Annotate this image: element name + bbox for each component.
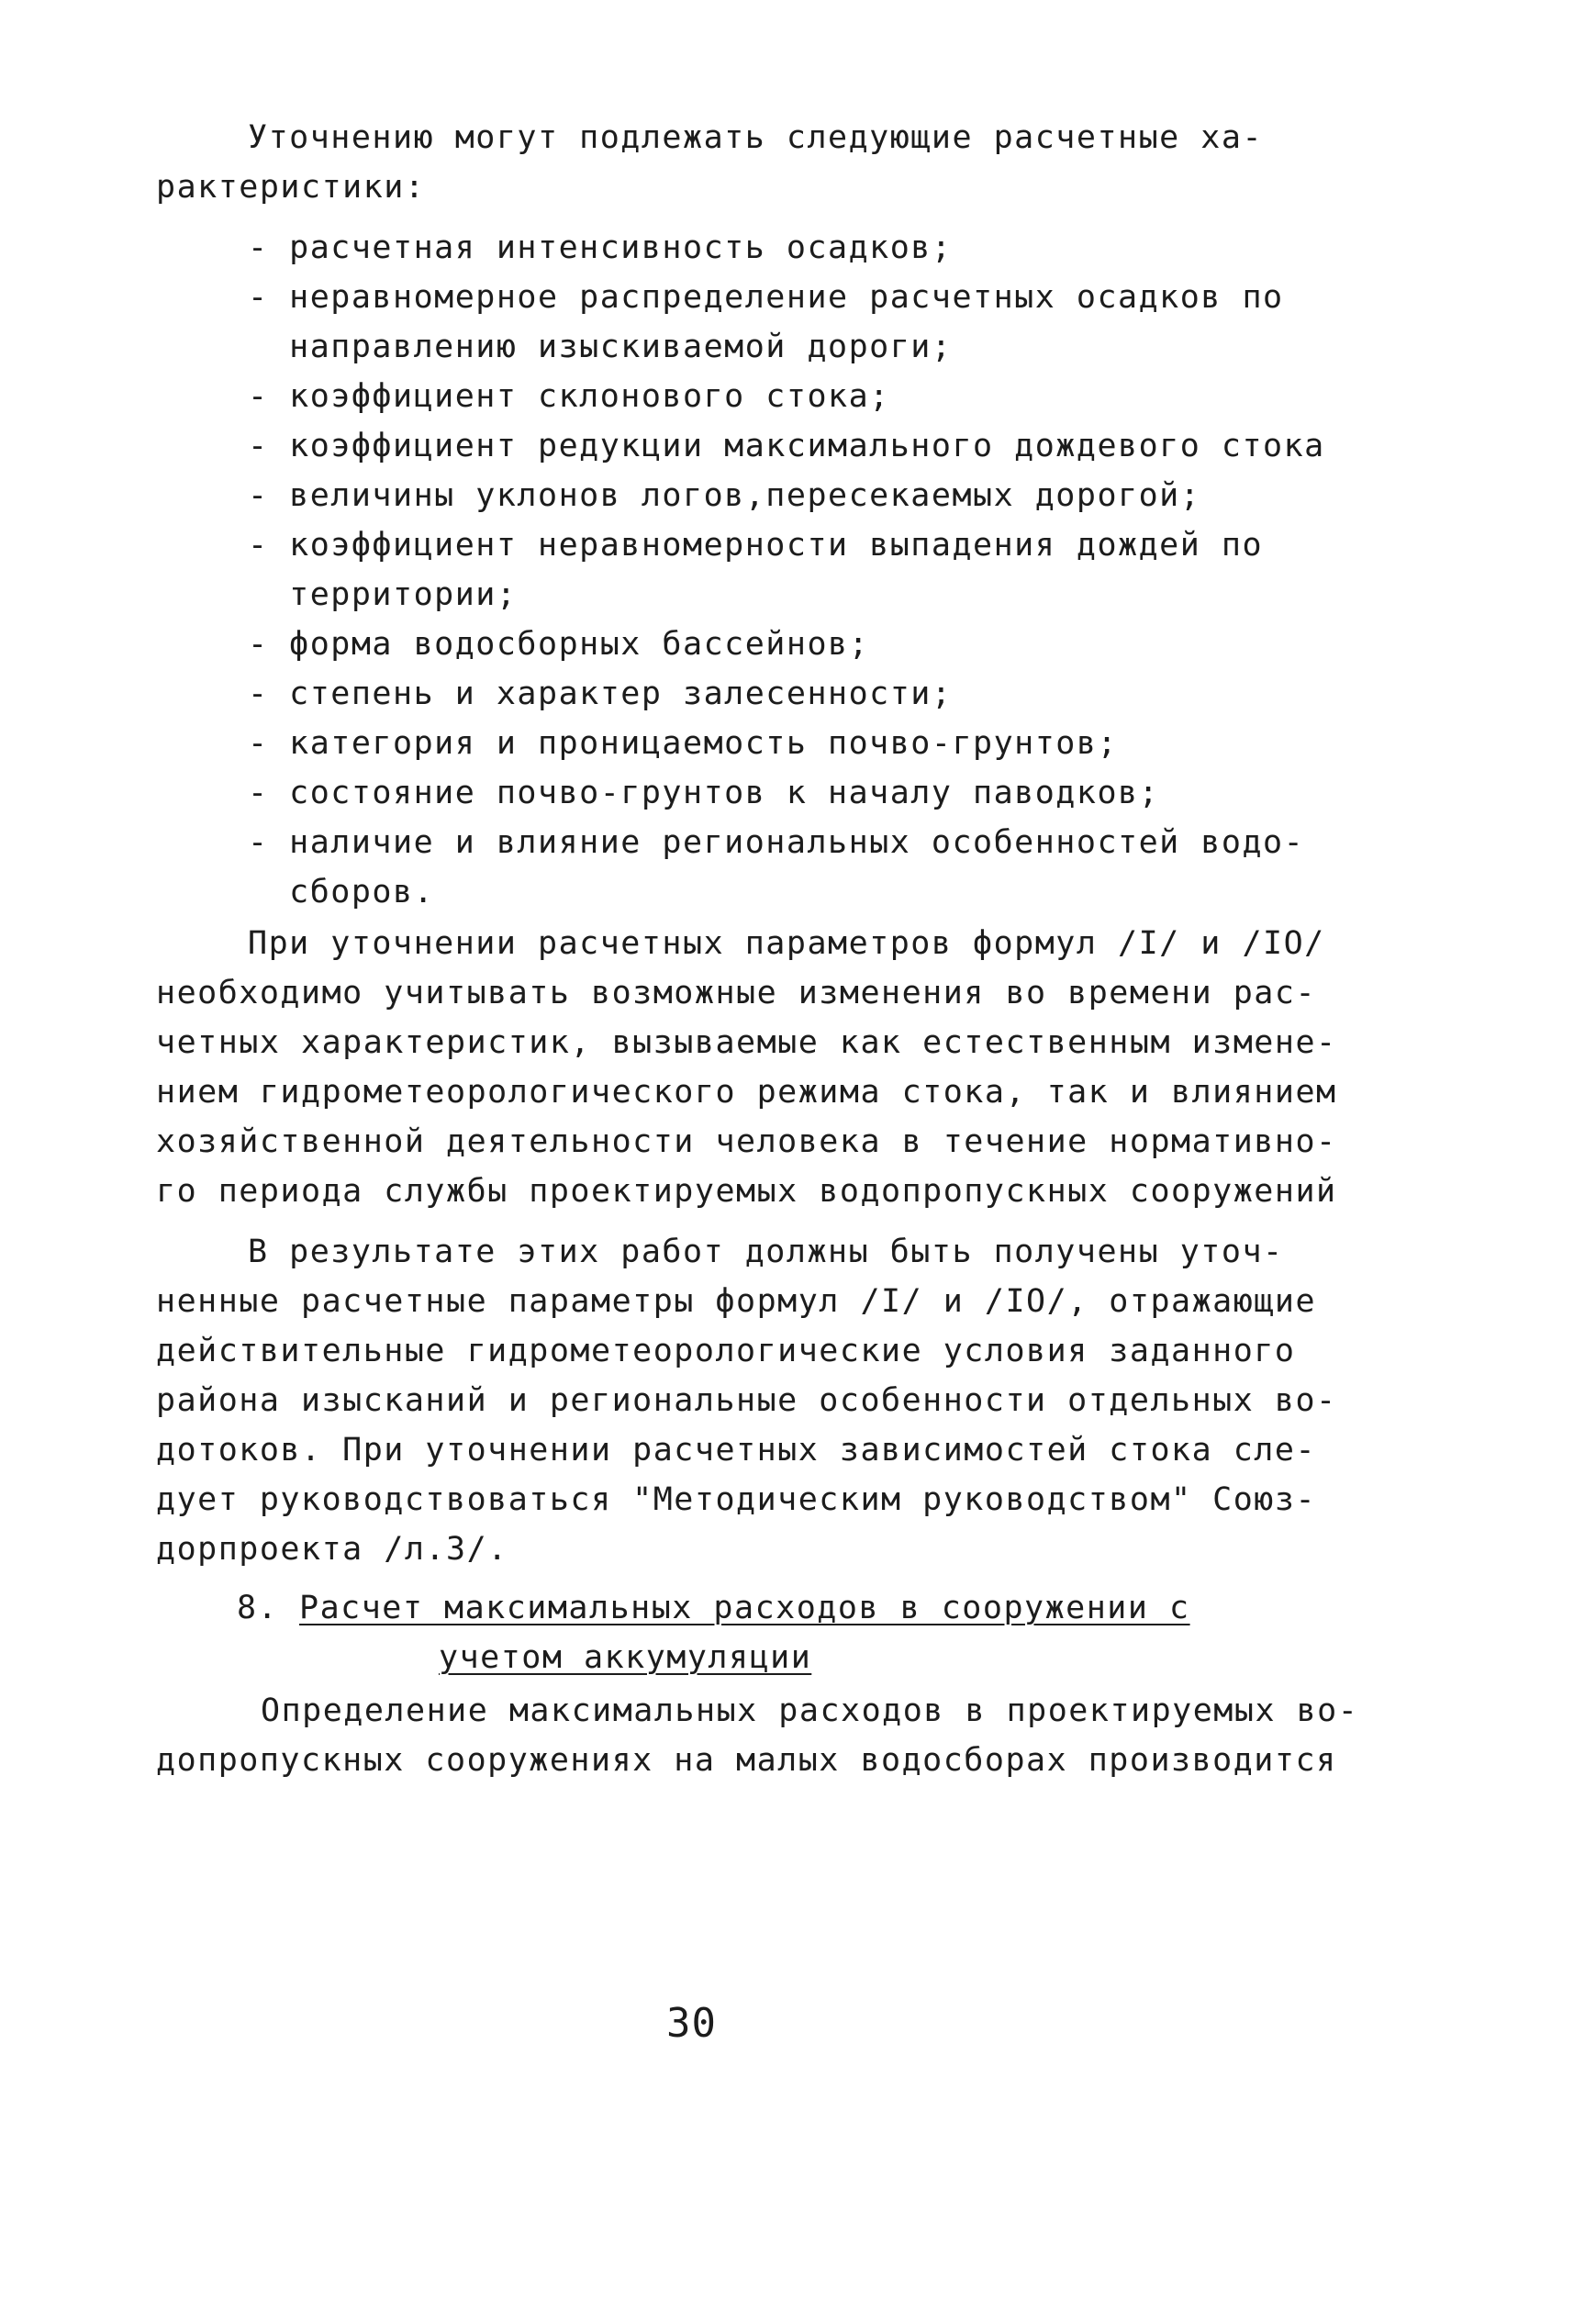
list-item: - расчетная интенсивность осадков; — [248, 229, 953, 266]
para2-line: В результате этих работ должны быть получены уточ- — [248, 1234, 1284, 1270]
para3-line: допропускных сооружениях на малых водосборах производится — [156, 1742, 1337, 1779]
section-number: 8. — [237, 1590, 279, 1626]
para1-line: необходимо учитывать возможные изменения во времени рас- — [156, 975, 1317, 1011]
page-number: 30 — [666, 2000, 717, 2047]
para1-line: нием гидрометеорологического режима стока, так и влиянием — [156, 1074, 1337, 1111]
para2-line: дует руководствоваться "Методическим руководством" Союз- — [156, 1481, 1317, 1518]
list-item: - коэффициент редукции максимального дождевого стока — [248, 428, 1325, 464]
list-item-continuation: сборов. — [248, 874, 435, 910]
para2-line: района изысканий и региональные особенности отдельных во- — [156, 1382, 1337, 1419]
list-item: - коэффициент склонового стока; — [248, 378, 890, 415]
list-item: - степень и характер залесенности; — [248, 676, 953, 712]
para3-line: Определение максимальных расходов в проектируемых во- — [261, 1692, 1359, 1729]
list-item: - неравномерное распределение расчетных осадков по — [248, 279, 1284, 316]
list-item: - коэффициент неравномерности выпадения дождей по — [248, 527, 1264, 564]
para2-line: дотоков. При уточнении расчетных зависимостей стока сле- — [156, 1432, 1317, 1469]
para1-line: хозяйственной деятельности человека в течение нормативно- — [156, 1123, 1337, 1160]
para2-line: дорпроекта /л.3/. — [156, 1531, 508, 1568]
list-item: - величины уклонов логов,пересекаемых дорогой; — [248, 477, 1201, 514]
list-item: - форма водосборных бассейнов; — [248, 626, 870, 663]
section-title-line-2: учетом аккумуляции — [439, 1639, 812, 1676]
intro-line-1: Уточнению могут подлежать следующие расчетные ха- — [248, 119, 1264, 156]
list-item: - наличие и влияние региональных особенностей водо- — [248, 824, 1305, 861]
para1-line: При уточнении расчетных параметров формул /I/ и /IO/ — [248, 925, 1325, 962]
list-item-continuation: направлению изыскиваемой дороги; — [248, 329, 953, 365]
list-item-continuation: территории; — [248, 576, 518, 613]
para2-line: ненные расчетные параметры формул /I/ и /IO/, отражающие — [156, 1283, 1317, 1320]
list-item: - состояние почво-грунтов к началу паводков; — [248, 775, 1160, 811]
intro-line-2: рактеристики: — [156, 169, 426, 206]
list-item: - категория и проницаемость почво-грунтов; — [248, 725, 1119, 762]
para2-line: действительные гидрометеорологические условия заданного — [156, 1333, 1296, 1369]
para1-line: четных характеристик, вызываемые как естественным измене- — [156, 1024, 1337, 1061]
para1-line: го периода службы проектируемых водопропускных сооружений — [156, 1173, 1337, 1210]
section-title-line-1: Расчет максимальных расходов в сооружении с — [299, 1590, 1190, 1626]
